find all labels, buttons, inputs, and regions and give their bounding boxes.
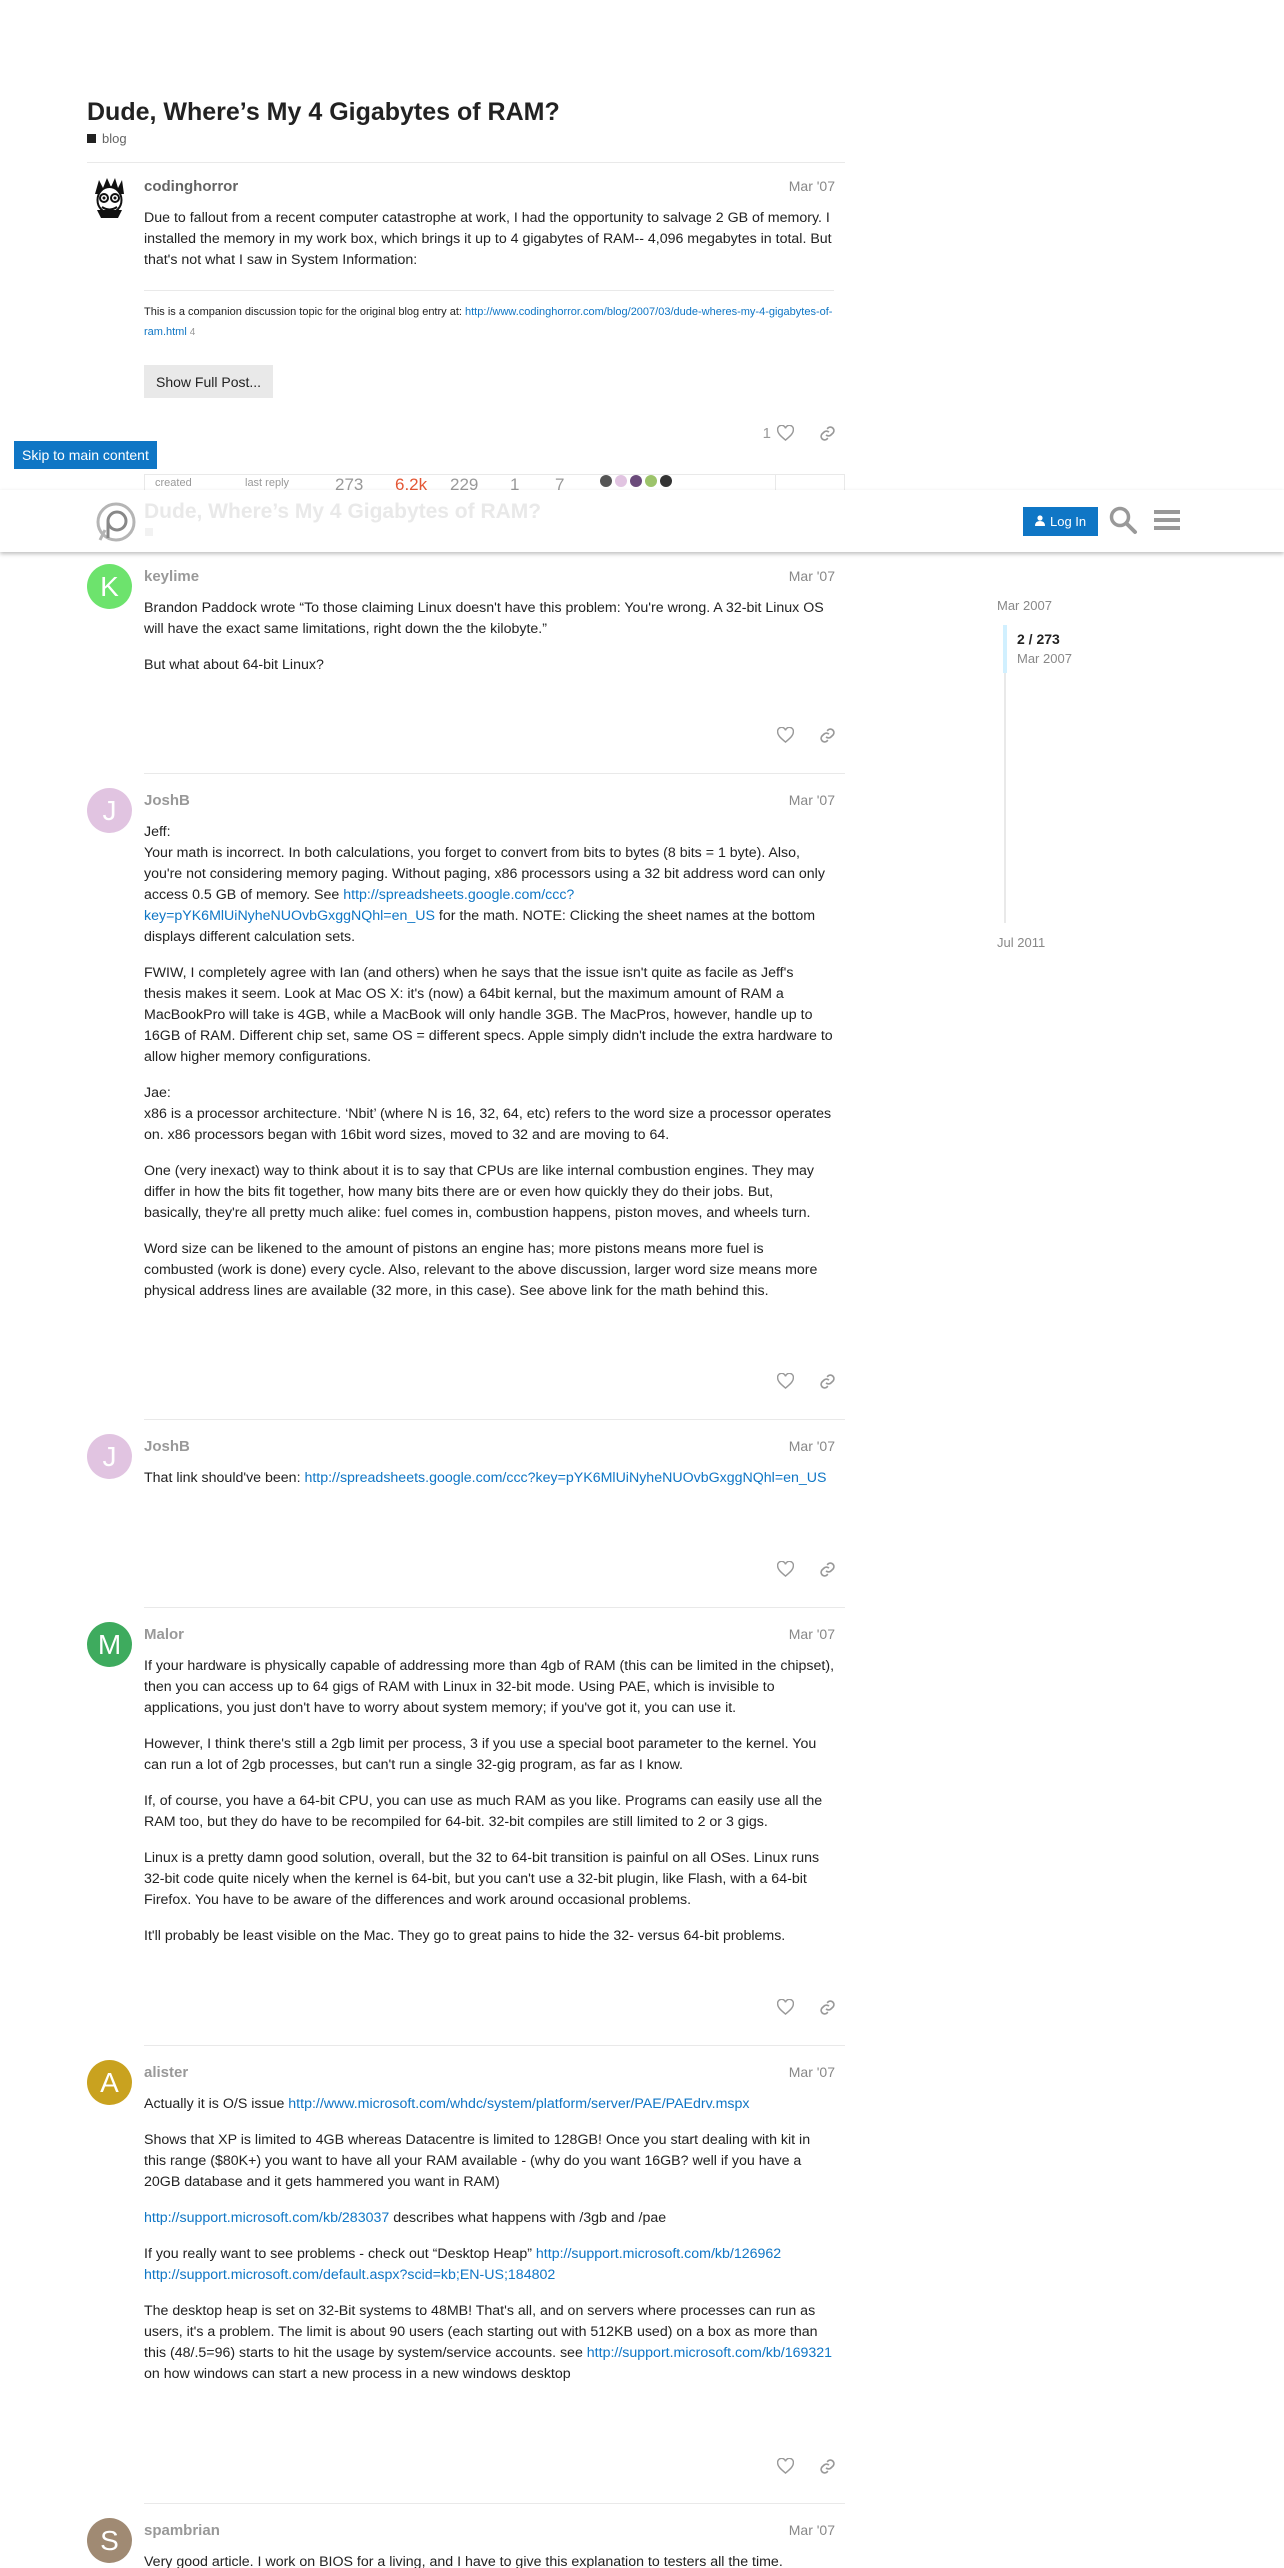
heart-icon[interactable]: [775, 725, 795, 745]
post-text: on how windows can start a new process in a new windows desktop: [144, 2366, 571, 2382]
post-paragraph: Brandon Paddock wrote “To those claiming Linux doesn't have this problem: You're wrong. A 32-bit Linux OS will have the exact same limitations, right down the the kilobyte.”: [144, 600, 824, 637]
companion-note: [144, 302, 834, 343]
post-paragraph: Word size can be likened to the amount of pistons an engine has; more pistons means more fuel is combusted (work is done) every cycle. Also, relevant to the above discussion, larger word size means more physical address lines are available (32 more, in this case). See above link for the math behind this.: [144, 1241, 818, 1299]
avatar[interactable]: K: [87, 564, 132, 609]
post-actions: [775, 1559, 837, 1579]
post-username[interactable]: alister: [144, 2064, 189, 2081]
companion-link[interactable]: http://www.codinghorror.com/blog/2007/03/dude-wheres-my-4-gigabytes-of-ram.html: [144, 306, 833, 338]
discourse-logo-icon[interactable]: [96, 502, 136, 542]
onebox-divider: [144, 290, 834, 291]
post-text: Actually it is O/S issue: [144, 2096, 289, 2112]
microsoft-pae-link[interactable]: http://www.microsoft.com/whdc/system/platform/server/PAE/PAEdrv.mspx: [288, 2096, 750, 2112]
participant-avatar: [660, 475, 672, 487]
hamburger-menu-icon[interactable]: [1152, 505, 1182, 535]
participant-avatar: [630, 475, 642, 487]
avatar[interactable]: A: [87, 2060, 132, 2105]
post-divider: [144, 773, 845, 774]
timeline-end-date[interactable]: Jul 2011: [997, 935, 1046, 950]
post-text: Your math is incorrect. In both calculations, you forget to convert from bits to bytes (8 bits = 1 byte). Also, you're not considering memory paging. Without paging, x86 processors using a 32 bit address word can only access 0.5 GB of memory. See: [144, 845, 825, 903]
post: [87, 2048, 845, 2504]
timeline-scroller-handle[interactable]: [1003, 625, 1007, 673]
post-divider: [144, 2045, 845, 2046]
post: [87, 552, 845, 774]
heart-icon[interactable]: [775, 2456, 795, 2476]
category-badge[interactable]: [87, 131, 127, 146]
stat-views: 6.2k: [395, 475, 428, 490]
post-actions: [775, 2456, 837, 2476]
stat-users: 229: [450, 475, 479, 490]
kb-283037-link[interactable]: http://support.microsoft.com/kb/283037: [144, 2210, 390, 2226]
post-date[interactable]: Mar '07: [788, 2522, 835, 2538]
timeline-track[interactable]: [1004, 673, 1006, 923]
post-text: The desktop heap is set on 32-Bit systems to 48MB! That's all, and on servers where processes can run as users, it's a problem. The limit is about 90 users (each starting out with 512KB used) on a box as more than this (48/.5=96) starts to hit the usage by system/service accounts. see: [144, 2303, 818, 2361]
avatar[interactable]: M: [87, 1622, 132, 1667]
post-actions: [775, 1371, 837, 1391]
post-paragraph: It'll probably be least visible on the Mac. They go to great pains to hide the 32- versus 64-bit problems.: [144, 1928, 786, 1944]
post-body: [144, 822, 834, 1317]
skip-to-main-link[interactable]: Skip to main content: [14, 441, 157, 469]
post-text: That link should've been:: [144, 1470, 305, 1486]
post-paragraph: [144, 2094, 834, 2115]
topic-title[interactable]: Dude, Where’s My 4 Gigabytes of RAM?: [87, 98, 560, 126]
post-body: Due to fallout from a recent computer catastrophe at work, I had the opportunity to salvage 2 GB of memory. I installed the memory in my work box, which brings it up to 4 gigabytes of RAM-- 4,096 megabytes in total. But that's not what I saw in System Information:: [144, 210, 832, 268]
category-label[interactable]: blog: [102, 131, 127, 146]
post-body: [144, 1468, 834, 1504]
post-username[interactable]: JoshB: [144, 1438, 190, 1455]
post-text: If you really want to see problems - check out “Desktop Heap”: [144, 2246, 536, 2262]
post: [87, 2506, 845, 2568]
post-divider: [144, 2503, 845, 2504]
post-actions: [763, 423, 837, 443]
post-date[interactable]: Mar '07: [788, 2064, 835, 2080]
post-text: for the math. NOTE: Clicking the sheet names at the bottom displays different calculation sets.: [144, 908, 816, 945]
post-paragraph: One (very inexact) way to think about it is to say that CPUs are like internal combustion engines. They may differ in how the bits fit together, how many bits there are or even how quickly they do their jobs. But, basically, they're all pretty much alike: fuel comes in, combustion happens, piston moves, and wheels turn.: [144, 1163, 815, 1221]
post-paragraph: [144, 2208, 834, 2229]
post-divider: [144, 1419, 845, 1420]
strip-divider: [775, 475, 776, 490]
post-text: describes what happens with /3gb and /pae: [389, 2210, 667, 2226]
participant-avatar: [615, 475, 627, 487]
post-username[interactable]: spambrian: [144, 2522, 220, 2539]
kb-169321-link[interactable]: http://support.microsoft.com/kb/169321: [586, 2345, 833, 2361]
post-paragraph: [144, 1468, 834, 1489]
spreadsheet-link[interactable]: http://spreadsheets.google.com/ccc?key=pYK6MlUiNyheNUOvbGxggNQhl=en_US: [144, 887, 575, 924]
post-date[interactable]: Mar '07: [788, 178, 835, 194]
heart-icon[interactable]: [775, 1559, 795, 1579]
post-username[interactable]: keylime: [144, 568, 200, 585]
avatar[interactable]: S: [87, 2518, 132, 2563]
link-icon[interactable]: [817, 1997, 837, 2017]
post-paragraph: FWIW, I completely agree with Ian (and others) when he says that the issue isn't quite as facile as Jeff's thesis makes it seem. Look at Mac OS X: it's (now) a 64bit kernal, but the maximum amount of RAM a MacBookPro will take is 4GB, while a MacBook will only handle 3GB. The MacPros, however, handle up to 16GB of RAM. Different chip set, same OS = different specs. Apple simply didn't include the extra hardware to allow higher memory configurations.: [144, 965, 833, 1065]
heart-icon[interactable]: [775, 1997, 795, 2017]
post-body: [144, 1656, 834, 1962]
stat-likes: 1: [510, 475, 520, 490]
post-text: Jeff:: [144, 824, 171, 840]
post: [87, 776, 845, 1420]
post-actions: [775, 1997, 837, 2017]
category-color-square: [87, 134, 96, 143]
codinghorror-avatar-icon: [87, 174, 132, 219]
header-category-square: [145, 528, 153, 536]
search-icon[interactable]: [1108, 505, 1138, 535]
avatar[interactable]: J: [87, 788, 132, 833]
topic-map-strip: [144, 474, 845, 490]
post-paragraph: [144, 822, 834, 948]
link-icon[interactable]: [817, 1371, 837, 1391]
site-header: [0, 490, 1284, 552]
post: [87, 1422, 845, 1608]
post-actions: [775, 725, 837, 745]
show-full-post-button[interactable]: Show Full Post...: [144, 365, 273, 398]
timeline-position: 2 / 273: [1017, 631, 1060, 647]
stat-last-reply-label: last reply: [245, 477, 290, 489]
post-username[interactable]: codinghorror: [144, 178, 239, 195]
link-icon[interactable]: [817, 725, 837, 745]
first-post: [87, 162, 845, 472]
timeline-start-date[interactable]: Mar 2007: [997, 598, 1052, 613]
stat-replies: 273: [335, 475, 364, 490]
log-in-label: Log In: [1050, 514, 1087, 529]
post-paragraph: If, of course, you have a 64-bit CPU, you can use as much RAM as you like. Programs can easily use all the RAM too, but they do have to be recompiled for 64-bit. 32-bit compiles are still limited to 2 or 3 gigs.: [144, 1793, 823, 1830]
post-paragraph: Linux is a pretty damn good solution, overall, but the 32 to 64-bit transition is painful on all OSes. Linux runs 32-bit code quite nicely when the kernel is 64-bit, but you can't use a 32-bit plugin, like Flash, with a 64-bit Firefox. You have to be aware of the differences and work around occasional problems.: [144, 1850, 820, 1908]
participant-avatar: [645, 475, 657, 487]
post-paragraph: [144, 2244, 834, 2286]
link-icon[interactable]: [817, 2456, 837, 2476]
link-icon[interactable]: [817, 1559, 837, 1579]
post-paragraph: Shows that XP is limited to 4GB whereas Datacentre is limited to 128GB! Once you start dealing with kit in this range ($80K+) you want to have all your RAM available - (why do you want 16GB? well if you have a 20GB database and it gets hammered you want in RAM): [144, 2132, 811, 2190]
user-icon: [1035, 514, 1045, 529]
stat-created-label: created: [155, 477, 192, 489]
stat-links: 7: [555, 475, 565, 490]
post-body: [144, 2094, 834, 2400]
post-username[interactable]: JoshB: [144, 792, 190, 809]
header-topic-title[interactable]: Dude, Where’s My 4 Gigabytes of RAM?: [144, 500, 542, 523]
post-paragraph: [144, 2301, 834, 2385]
post-date[interactable]: Mar '07: [788, 568, 835, 584]
avatar[interactable]: [87, 174, 132, 219]
link-click-count: 4: [189, 327, 196, 338]
post-username[interactable]: Malor: [144, 1626, 185, 1643]
post-text: x86 is a processor architecture. ‘Nbit’ (where N is 16, 32, 64, etc) refers to the word size a processor operates on. x86 processors began with 16bit word sizes, moved to 32 and are moving to 64.: [144, 1106, 832, 1143]
companion-text: This is a companion discussion topic for the original blog entry at:: [144, 306, 465, 318]
post-date[interactable]: Mar '07: [788, 1438, 835, 1454]
post-date[interactable]: Mar '07: [788, 1626, 835, 1642]
heart-icon[interactable]: [775, 1371, 795, 1391]
post-paragraph: Very good article. I work on BIOS for a living, and I have to give this explanation to testers all the time.: [144, 2554, 783, 2568]
participant-avatar: [600, 475, 612, 487]
heart-icon[interactable]: [775, 423, 795, 443]
link-icon[interactable]: [817, 423, 837, 443]
post-paragraph: [144, 1083, 834, 1146]
spreadsheet-link[interactable]: http://spreadsheets.google.com/ccc?key=pYK6MlUiNyheNUOvbGxggNQhl=en_US: [304, 1470, 827, 1486]
post: [87, 1610, 845, 2046]
kb-126962-link[interactable]: http://support.microsoft.com/kb/126962: [535, 2246, 782, 2262]
post-paragraph: However, I think there's still a 2gb limit per process, 3 if you use a special boot parameter to the kernel. You can run a lot of 2gb processes, but can't run a single 32-gig program, as far as I know.: [144, 1736, 817, 1773]
post-paragraph: But what about 64-bit Linux?: [144, 657, 324, 673]
timeline-position-date: Mar 2007: [1017, 651, 1072, 666]
kb-184802-link[interactable]: http://support.microsoft.com/default.aspx?scid=kb;EN-US;184802: [144, 2267, 556, 2283]
post-text: Jae:: [144, 1085, 171, 1101]
log-in-button[interactable]: [1023, 507, 1098, 536]
post-date[interactable]: Mar '07: [788, 792, 835, 808]
post-body: [144, 2552, 834, 2568]
post-divider: [144, 1607, 845, 1608]
post-body: [144, 598, 834, 691]
post-paragraph: If your hardware is physically capable of addressing more than 4gb of RAM (this can be limited in the chipset), then you can access up to 64 gigs of RAM with Linux in 32-bit mode. Using PAE, which is invisible to applications, you just don't have to worry about system memory; if you've got it, you can use it.: [144, 1658, 835, 1716]
avatar[interactable]: J: [87, 1434, 132, 1479]
like-count[interactable]: 1: [762, 424, 771, 442]
